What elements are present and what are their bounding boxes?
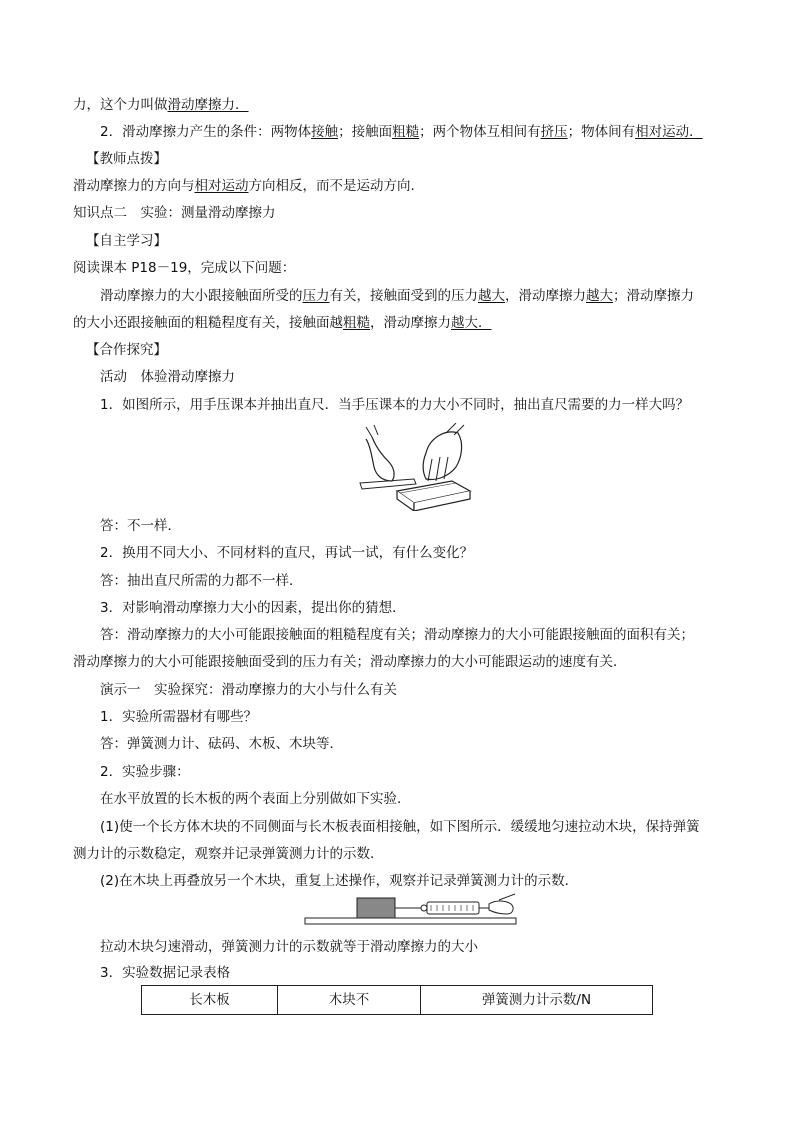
text-line: 3．实验数据记录表格 (100, 965, 231, 981)
text-line: 阅读课本 P18－19，完成以下问题： (73, 260, 296, 276)
text-line: 测力计的示数稳定，观察并记录弹簧测力计的示数． (73, 846, 384, 862)
section-heading: 【合作探究】 (86, 342, 167, 358)
question-text: 3．对影响滑动摩擦力大小的因素，提出你的猜想． (100, 600, 406, 616)
text-line: (1)使一个长方体木块的不同侧面与长木板表面相接触，如下图所示．缓缓地匀速拉动木块，保持弹簧 (100, 819, 700, 835)
section-heading: 知识点二 实验：测量滑动摩擦力 (73, 205, 276, 221)
section-heading: 演示一 实验探究：滑动摩擦力的大小与什么有关 (100, 682, 397, 698)
section-heading: 活动 体验滑动摩擦力 (100, 369, 235, 385)
question-text: 1．实验所需器材有哪些？ (100, 709, 258, 725)
table-header-row (142, 986, 653, 1015)
answer-text: 答：弹簧测力计、砝码、木板、木块等． (100, 736, 343, 752)
answer-text: 答：抽出直尺所需的力都不一样． (100, 573, 303, 589)
answer-text: 答：不一样． (100, 518, 181, 534)
text-line: 拉动木块匀速滑动，弹簧测力计的示数就等于滑动摩擦力的大小 (100, 939, 478, 955)
table-header-cell: 长木板 (142, 986, 278, 1015)
text-line: 力，这个力叫做滑动摩擦力． (73, 97, 249, 113)
text-line: 2．实验步骤： (100, 764, 190, 780)
block-spring-scale-illustration (303, 892, 518, 928)
hand-book-ruler-illustration (352, 423, 472, 511)
text-line: (2)在木块上再叠放另一个木块，重复上述操作，观察并记录弹簧测力计的示数． (100, 873, 579, 889)
text-line: 滑动摩擦力的大小跟接触面所受的压力有关，接触面受到的压力越大，滑动摩擦力越大；滑动摩擦力 (100, 288, 694, 304)
section-heading: 【教师点拨】 (86, 151, 167, 167)
text-line: 滑动摩擦力的方向与相对运动方向相反，而不是运动方向. (73, 178, 415, 194)
record-table (141, 985, 653, 1015)
answer-text: 答：滑动摩擦力的大小可能跟接触面的粗糙程度有关；滑动摩擦力的大小可能跟接触面的面积有关； (100, 627, 694, 643)
section-heading: 【自主学习】 (86, 233, 167, 249)
answer-text: 滑动摩擦力的大小可能跟接触面受到的压力有关；滑动摩擦力的大小可能跟运动的速度有关． (73, 654, 627, 670)
text-line: 在水平放置的长木板的两个表面上分别做如下实验． (100, 791, 411, 807)
text-line: 2．滑动摩擦力产生的条件：两物体接触；接触面粗糙；两个物体互相间有挤压；物体间有相对运动． (100, 124, 703, 140)
text-line: 的大小还跟接触面的粗糙程度有关，接触面越粗糙，滑动摩擦力越大． (73, 315, 492, 331)
question-text: 1．如图所示，用手压课本并抽出直尺．当手压课本的力大小不同时，抽出直尺需要的力一样大吗？ (100, 397, 690, 413)
table-header-cell: 木块不 (278, 986, 421, 1015)
question-text: 2．换用不同大小、不同材料的直尺，再试一试，有什么变化？ (100, 545, 474, 561)
table-header-cell: 弹簧测力计示数/N (421, 986, 653, 1015)
